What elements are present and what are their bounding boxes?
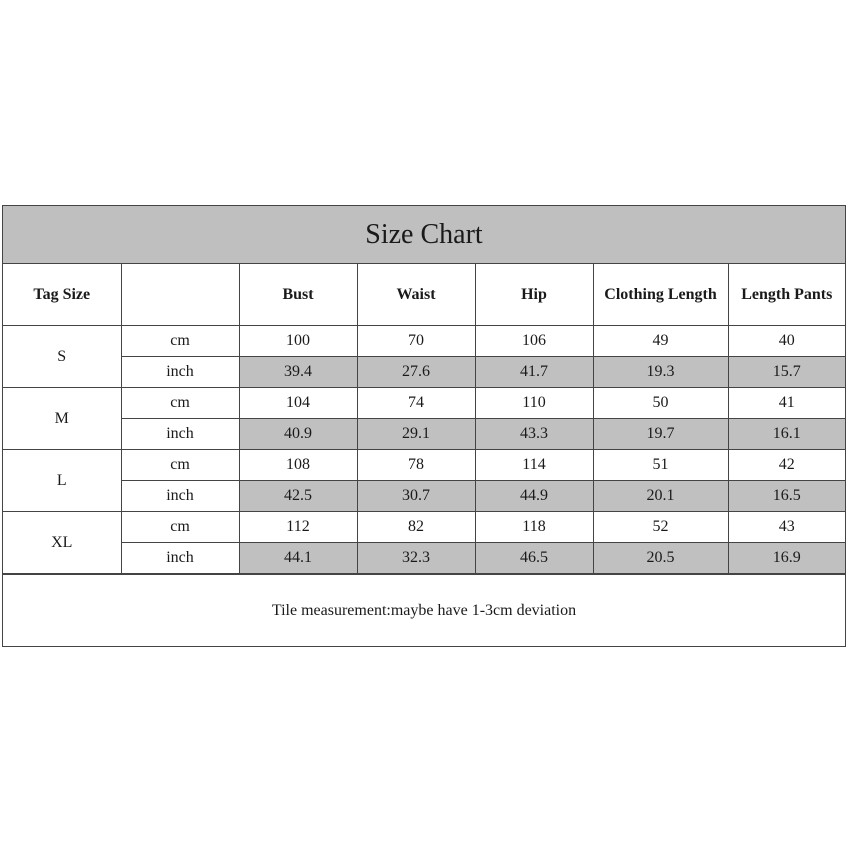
header-bust: Bust	[239, 264, 357, 326]
measurement-cell: 74	[357, 388, 475, 419]
unit-cell: inch	[121, 543, 239, 574]
measurement-cell: 50	[593, 388, 728, 419]
measurement-cell: 15.7	[728, 357, 845, 388]
measurement-cell: 19.7	[593, 419, 728, 450]
table-row	[3, 481, 845, 512]
table-row	[3, 357, 845, 388]
measurement-cell: 44.1	[239, 543, 357, 574]
measurement-cell: 43	[728, 512, 845, 543]
unit-cell: inch	[121, 419, 239, 450]
measurement-cell: 46.5	[475, 543, 593, 574]
measurement-cell: 27.6	[357, 357, 475, 388]
measurement-cell: 29.1	[357, 419, 475, 450]
measurement-cell: 52	[593, 512, 728, 543]
measurement-cell: 43.3	[475, 419, 593, 450]
header-length-pants: Length Pants	[728, 264, 845, 326]
measurement-cell: 16.9	[728, 543, 845, 574]
measurement-cell: 108	[239, 450, 357, 481]
size-chart	[2, 205, 846, 647]
measurement-cell: 16.5	[728, 481, 845, 512]
measurement-cell: 112	[239, 512, 357, 543]
measurement-cell: 30.7	[357, 481, 475, 512]
measurement-cell: 19.3	[593, 357, 728, 388]
measurement-cell: 42	[728, 450, 845, 481]
measurement-cell: 51	[593, 450, 728, 481]
unit-cell: cm	[121, 388, 239, 419]
measurement-cell: 16.1	[728, 419, 845, 450]
header-unit	[121, 264, 239, 326]
measurement-cell: 82	[357, 512, 475, 543]
measurement-cell: 41	[728, 388, 845, 419]
measurement-cell: 100	[239, 326, 357, 357]
header-hip: Hip	[475, 264, 593, 326]
measurement-cell: 78	[357, 450, 475, 481]
measurement-cell: 49	[593, 326, 728, 357]
measurement-cell: 118	[475, 512, 593, 543]
measurement-cell: 32.3	[357, 543, 475, 574]
table-row	[3, 419, 845, 450]
tag-size-cell: XL	[3, 512, 121, 574]
measurement-cell: 104	[239, 388, 357, 419]
unit-cell: cm	[121, 450, 239, 481]
table-row	[3, 450, 845, 481]
measurement-cell: 114	[475, 450, 593, 481]
unit-cell: cm	[121, 512, 239, 543]
table-row	[3, 326, 845, 357]
measurement-cell: 42.5	[239, 481, 357, 512]
measurement-cell: 40	[728, 326, 845, 357]
measurement-cell: 39.4	[239, 357, 357, 388]
header-waist: Waist	[357, 264, 475, 326]
tag-size-cell: L	[3, 450, 121, 512]
measurement-cell: 40.9	[239, 419, 357, 450]
measurement-cell: 20.1	[593, 481, 728, 512]
header-tag-size: Tag Size	[3, 264, 121, 326]
unit-cell: inch	[121, 357, 239, 388]
table-row	[3, 543, 845, 574]
header-row	[3, 264, 845, 326]
tag-size-cell: S	[3, 326, 121, 388]
table-row	[3, 512, 845, 543]
measurement-cell: 70	[357, 326, 475, 357]
unit-cell: inch	[121, 481, 239, 512]
measurement-note: Tile measurement:maybe have 1-3cm deviation	[3, 574, 845, 646]
size-table	[3, 264, 845, 574]
header-clothing-length: Clothing Length	[593, 264, 728, 326]
unit-cell: cm	[121, 326, 239, 357]
chart-title: Size Chart	[3, 206, 845, 264]
measurement-cell: 20.5	[593, 543, 728, 574]
tag-size-cell: M	[3, 388, 121, 450]
measurement-cell: 106	[475, 326, 593, 357]
measurement-cell: 41.7	[475, 357, 593, 388]
table-row	[3, 388, 845, 419]
measurement-cell: 44.9	[475, 481, 593, 512]
measurement-cell: 110	[475, 388, 593, 419]
